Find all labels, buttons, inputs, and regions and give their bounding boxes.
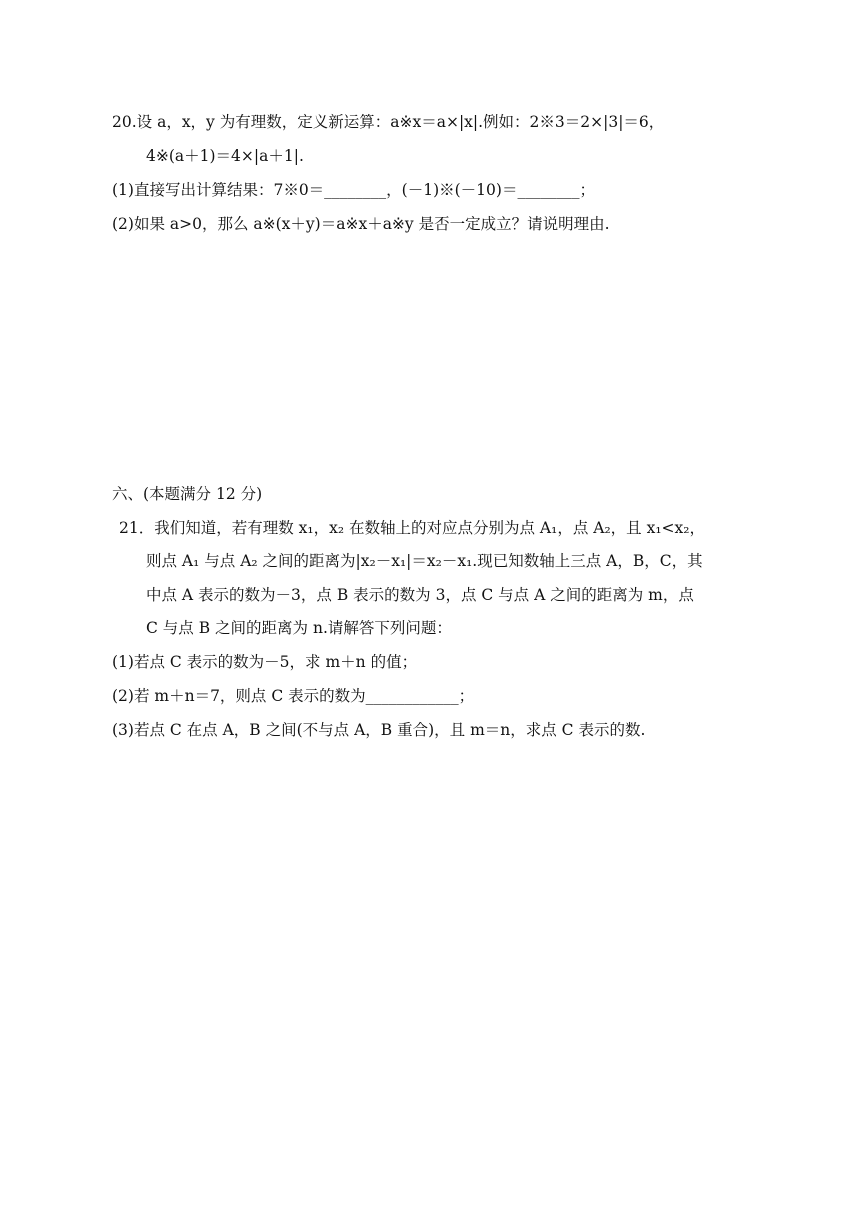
q21-stem-line-2: 则点 A₁ 与点 A₂ 之间的距离为|x₂－x₁|＝x₂－x₁.现已知数轴上三点 A，B，C，其 [146, 552, 703, 570]
q21-part-3: (3)若点 C 在点 A，B 之间(不与点 A，B 重合)，且 m＝n，求点 C 表示的数. [112, 721, 646, 739]
q20-stem-line-2: 4※(a＋1)＝4×|a＋1|. [146, 147, 304, 165]
q20-part-1: (1)直接写出计算结果：7※0＝________，(－1)※(－10)＝________； [112, 181, 595, 199]
q21-stem-line-4: C 与点 B 之间的距离为 n.请解答下列问题： [146, 619, 452, 637]
section-heading: 六、(本题满分 12 分) [112, 485, 263, 503]
q20-stem-line-1: 20.设 a，x，y 为有理数，定义新运算：a※x＝a×|x|.例如：2※3＝2×|3|＝6， [112, 113, 665, 131]
q21-part-1: (1)若点 C 表示的数为－5，求 m＋n 的值； [112, 653, 418, 671]
q21-stem-line-3: 中点 A 表示的数为－3，点 B 表示的数为 3，点 C 与点 A 之间的距离为 m，点 [146, 586, 694, 604]
q21-stem-line-1: 21．我们知道，若有理数 x₁，x₂ 在数轴上的对应点分别为点 A₁，点 A₂，且 x₁<x₂， [119, 519, 705, 537]
q21-part-2: (2)若 m＋n＝7，则点 C 表示的数为____________； [112, 687, 475, 705]
q20-part-2: (2)如果 a>0，那么 a※(x＋y)＝a※x＋a※y 是否一定成立？请说明理由. [112, 215, 610, 233]
